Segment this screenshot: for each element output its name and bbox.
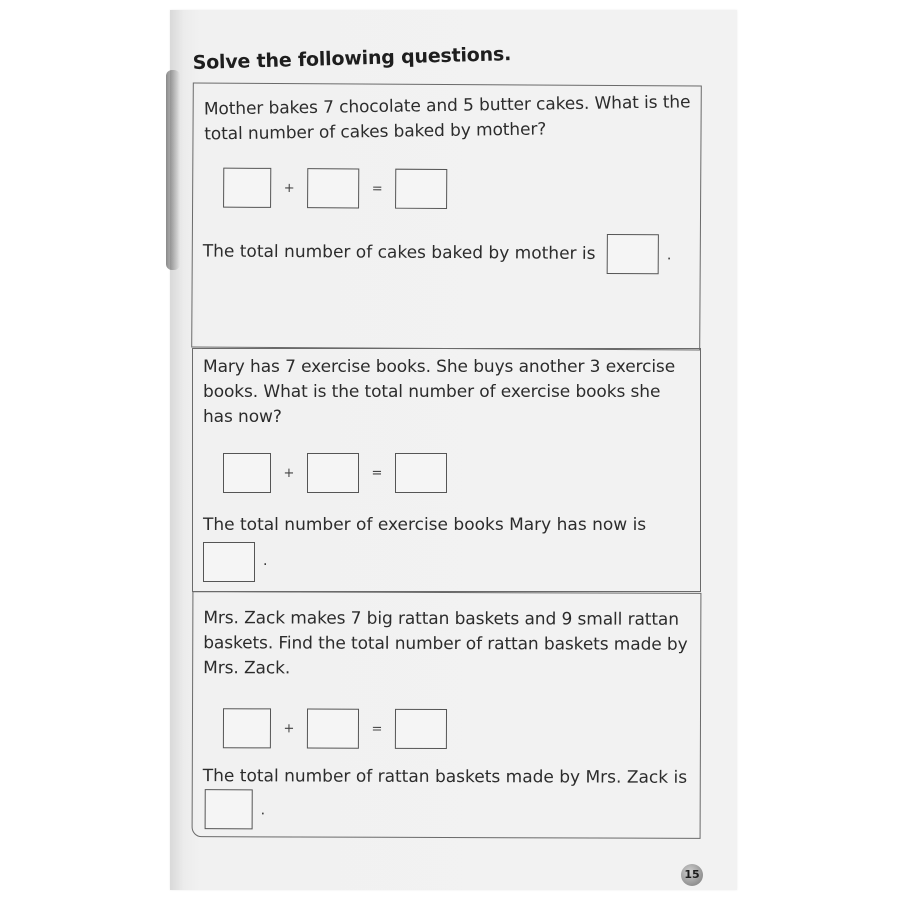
answer-box[interactable] (607, 234, 659, 274)
sum-box[interactable] (395, 169, 447, 209)
answer-sentence (203, 513, 690, 582)
page-heading: Solve the following questions. (192, 43, 512, 74)
answer-suffix: . (666, 247, 672, 264)
answer-sentence (203, 232, 690, 275)
plus-sign: + (283, 180, 295, 196)
question-text: Mrs. Zack makes 7 big rattan baskets and 9 small rattan baskets. Find the total number of rattan baskets made by Mrs. Zack. (203, 608, 688, 679)
answer-prefix: The total number of rattan baskets made by Mrs. Zack is (202, 766, 688, 788)
answer-box[interactable] (203, 542, 255, 582)
answer-sentence (203, 764, 690, 831)
addend-2-box[interactable] (307, 709, 359, 749)
answer-suffix: . (263, 553, 268, 569)
addend-1-box[interactable] (223, 168, 271, 208)
equation-row (223, 706, 447, 751)
equals-sign: = (371, 465, 383, 481)
plus-sign: + (283, 465, 295, 481)
equation-row (223, 451, 447, 495)
equals-sign: = (371, 721, 383, 737)
question-box-1 (191, 82, 702, 350)
question-text: Mary has 7 exercise books. She buys another 3 exercise books. What is the total number of exercise books she has now? (203, 357, 676, 427)
addend-2-box[interactable] (307, 453, 359, 493)
question-text: Mother bakes 7 chocolate and 5 butter cakes. What is the total number of cakes baked by mother? (203, 92, 691, 145)
addend-1-box[interactable] (223, 708, 271, 748)
page-number-badge: 15 (681, 864, 703, 886)
answer-box[interactable] (205, 789, 253, 829)
question-box-3 (192, 591, 702, 839)
answer-prefix: The total number of exercise books Mary has now is (203, 515, 647, 535)
answer-suffix: . (260, 802, 266, 819)
addend-2-box[interactable] (307, 168, 359, 208)
sum-box[interactable] (395, 453, 447, 493)
plus-sign: + (283, 720, 295, 736)
question-box-2 (192, 348, 701, 592)
addend-1-box[interactable] (223, 453, 271, 493)
sum-box[interactable] (395, 709, 447, 749)
equation-row (223, 166, 447, 211)
answer-prefix: The total number of cakes baked by mother is (202, 241, 596, 264)
equals-sign: = (371, 181, 383, 197)
